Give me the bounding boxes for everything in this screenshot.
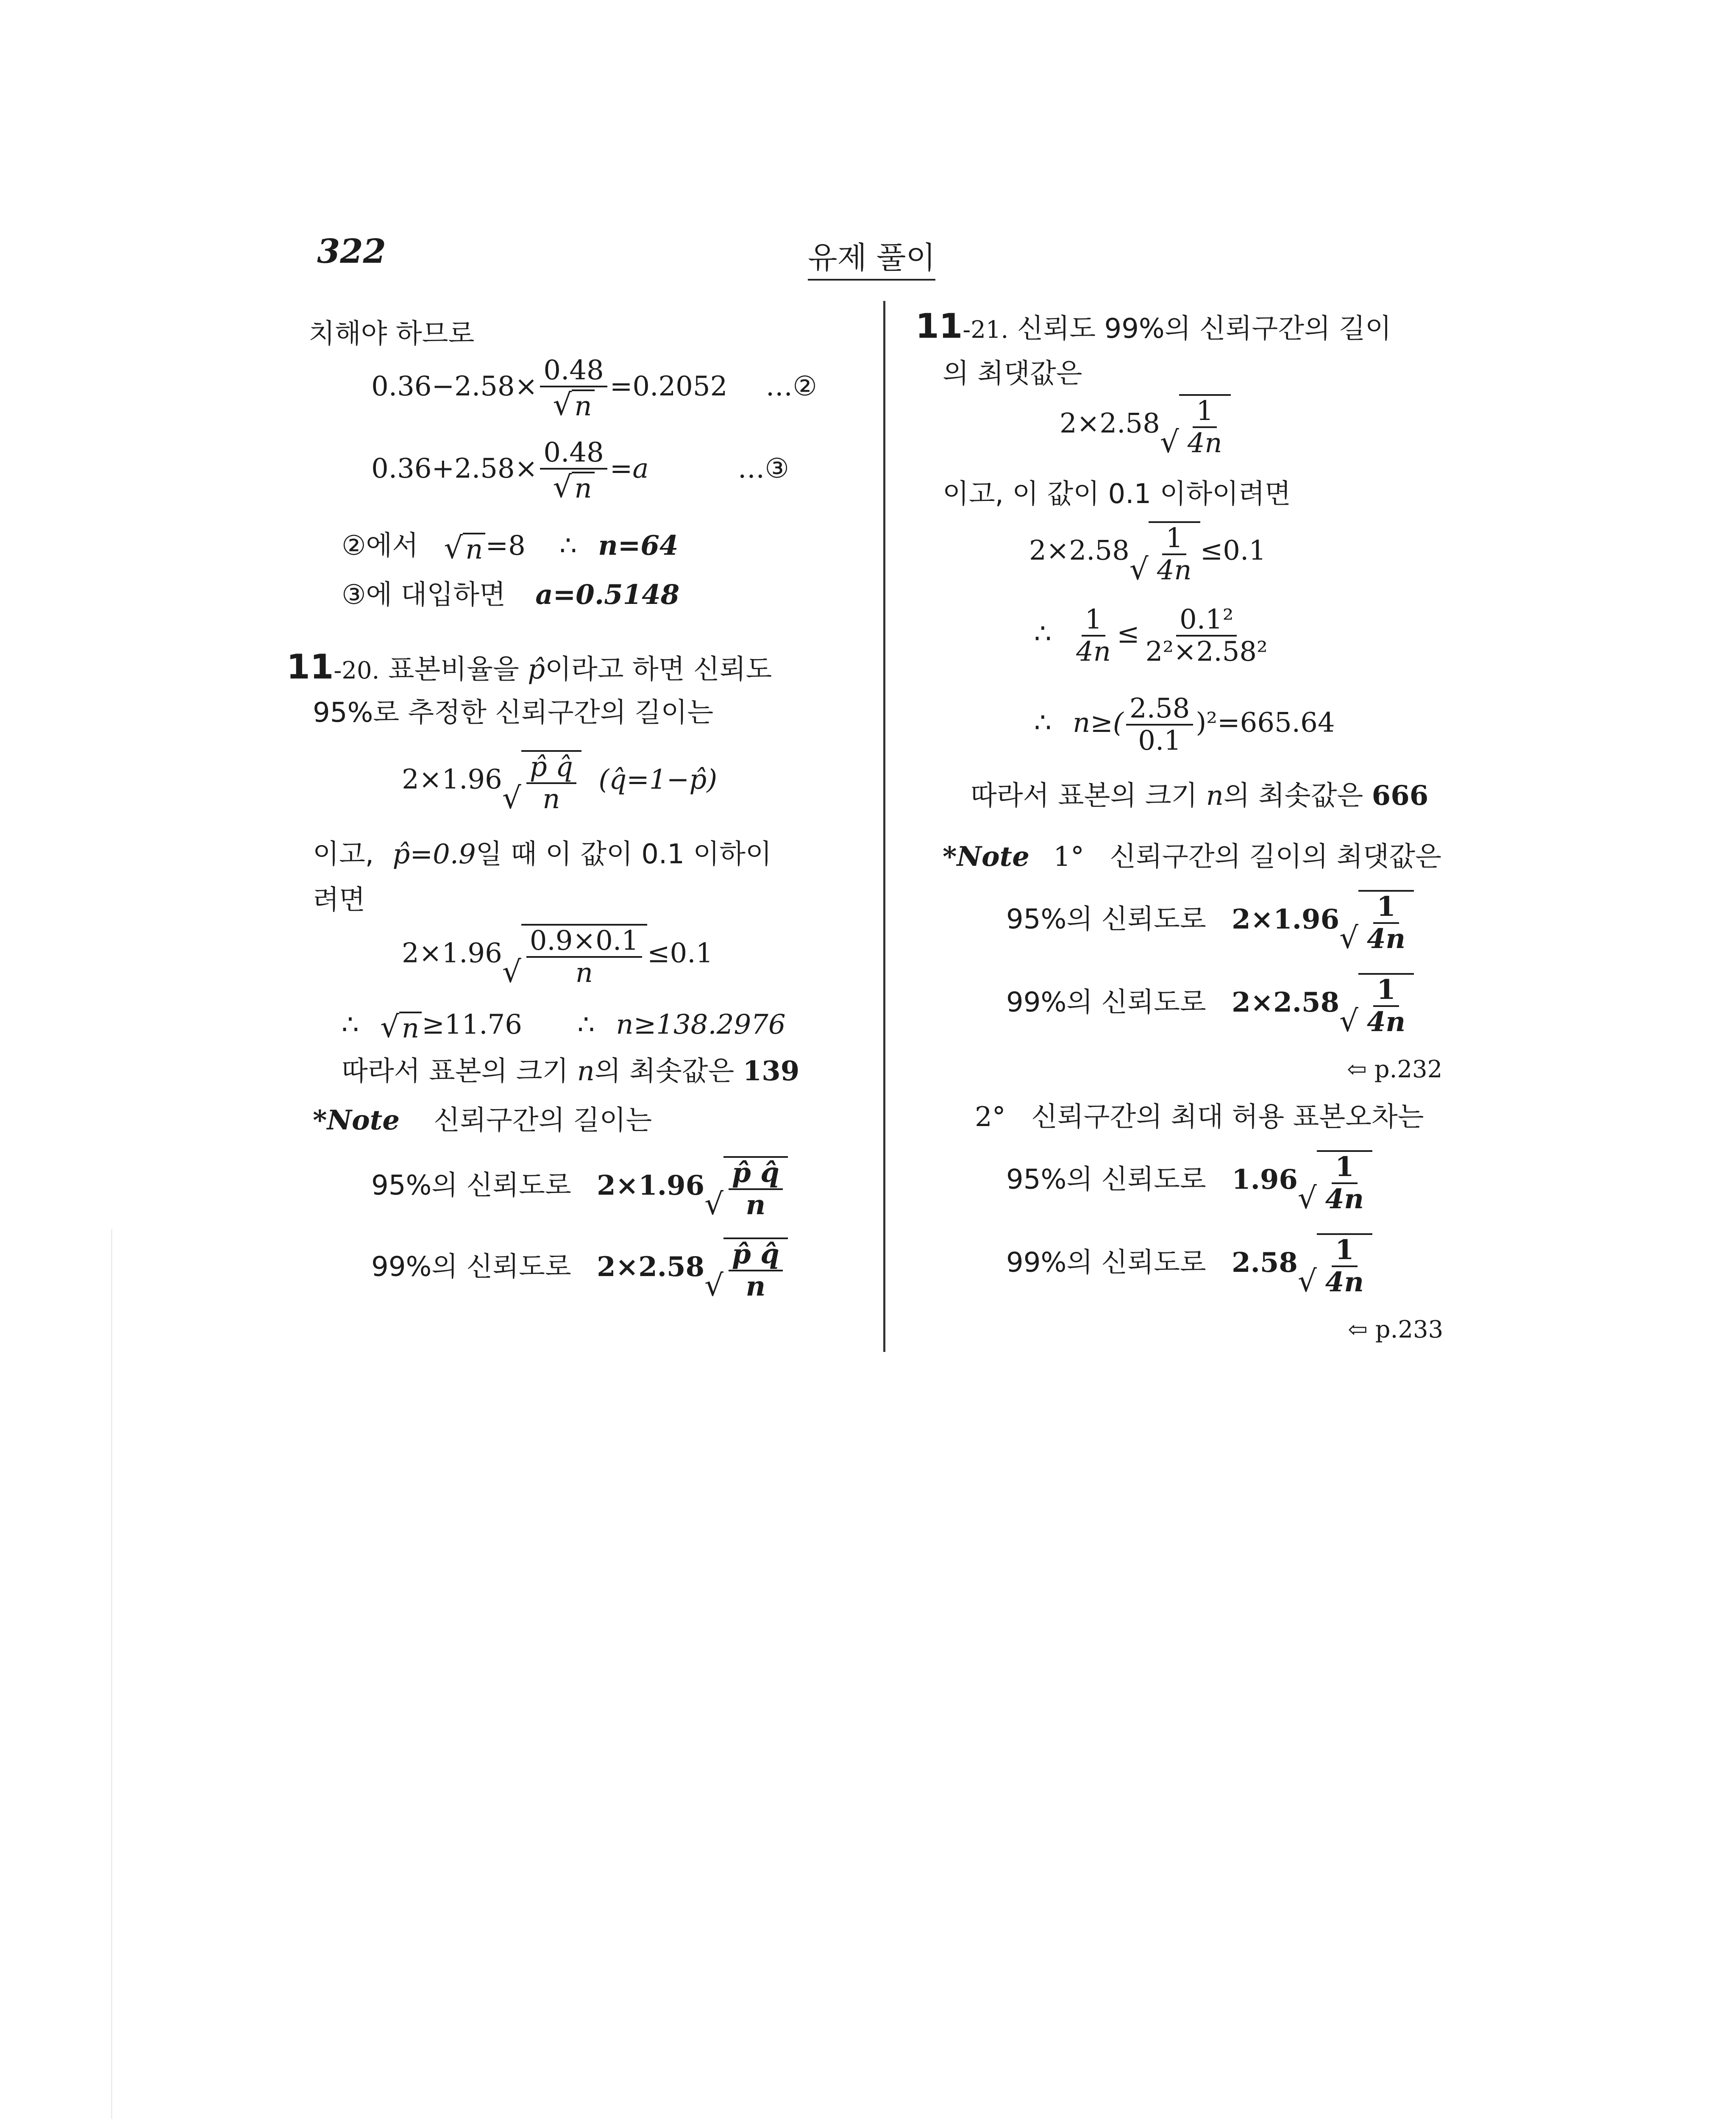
page-reference: ⇦ p.232 [1347,1056,1443,1083]
eq-text: 2×1.96 [402,937,502,969]
note-95-max [1006,890,1414,953]
denominator: n [746,1189,766,1221]
fraction [1184,395,1226,459]
radical: √ $\frac{1}{4n}$ [1160,394,1231,457]
radicand: n [572,472,594,502]
text: 99%의 신뢰도로 [371,1251,571,1283]
text: 신뢰도 99%의 신뢰구간의 길이 [1017,313,1392,345]
radicand: n [399,1012,422,1042]
radical: √ $\frac{1}{4n}$ [1339,890,1414,953]
eq-text: 0.36−2.58× [371,370,538,402]
fraction [1073,606,1114,665]
eq-text: 2×1.96 [402,764,502,795]
fraction [1363,976,1409,1036]
eq-a [371,437,789,505]
numerator: 1 [1332,1154,1358,1184]
result: n=64 [598,530,679,562]
note-1-heading [943,841,1441,873]
fraction [1126,695,1194,754]
numerator: p̂ q̂ [526,754,576,784]
numerator: p̂ q̂ [729,1160,783,1190]
radicand: n [572,389,594,420]
numerator: 1 [1193,398,1217,428]
result: a=0.5148 [535,579,680,611]
text-line: 이고, 이 값이 0.1 이하이려면 [943,478,1291,510]
numerator: p̂ q̂ [729,1241,783,1271]
therefore-symbol: ∴ [342,1009,359,1040]
inequality-fractions [1034,606,1274,665]
radical: √ $\frac{0.9\times 0.1}{n}$ [502,924,647,987]
text: 95%의 신뢰도로 [1006,904,1206,935]
text: 표본비율을 [388,654,519,685]
radical: √ $\frac{p̂ q̂}{n}$ [704,1156,788,1219]
denominator: 4n [1366,923,1406,955]
text-line: 려면 [313,884,365,916]
numerator: 2.58 [1126,695,1194,726]
fraction [1322,1151,1367,1215]
denominator: 2²×2.58² [1145,636,1268,667]
denominator: 4n [1366,1006,1406,1038]
text: 에 대입하면 [366,579,506,611]
note-95-error [1006,1150,1372,1213]
page-reference: ⇦ p.233 [1348,1316,1444,1343]
eq-text: 2×2.58 [1232,986,1340,1018]
problem-number: 11 [915,306,963,346]
result-a [342,581,679,609]
interval-length-formula [402,750,717,813]
result-n64 [342,530,679,566]
note-label: *Note [313,1104,400,1136]
radical: √ n [444,533,485,563]
eq-text: 2×2.58 [597,1251,705,1283]
text: 95%의 신뢰도로 [371,1170,571,1201]
numerator: 0.1² [1176,606,1237,637]
numerator: 0.48 [540,357,607,387]
eq-text: )²=665.64 [1196,707,1335,739]
eq-text: 2×2.58 [1029,535,1130,567]
text: 99%의 신뢰도로 [1006,987,1206,1018]
max-length-formula [1060,394,1231,457]
denominator: 4n [1076,636,1111,667]
eq-text: ≤ [1117,618,1140,650]
problem-number: 11 [287,647,334,687]
note-99-max [1006,973,1414,1036]
n-bound [1034,695,1335,754]
equation-tag: …③ [737,453,789,484]
note-2-heading [975,1101,1424,1133]
eq-text: 2×1.96 [1232,903,1340,935]
text: 95%의 신뢰도로 [1006,1164,1206,1196]
text: 따라서 표본의 크기 [971,780,1198,812]
problem-subnumber: -20. [334,657,380,684]
page-number: 322 [317,232,386,271]
eq-text: =a [609,453,649,484]
column-divider [883,301,885,1352]
fraction [729,1238,783,1302]
text-line: 의 최댓값은 [943,358,1082,389]
eq-text: n≥( [1073,707,1124,739]
text: 이고, [313,839,374,870]
denominator: n [575,957,593,989]
note-99 [371,1237,788,1303]
result-line [342,1009,786,1045]
chapter-title: 유제 풀이 [808,233,935,281]
denominator: 4n [1187,428,1222,459]
text: 신뢰구간의 길이는 [434,1105,652,1136]
denominator [549,470,598,505]
numerator: 1 [1162,525,1186,555]
scan-edge [111,1229,112,2119]
eq-text: ≤0.1 [1200,535,1266,567]
therefore-symbol: ∴ [1034,618,1052,650]
radical: √ n [553,472,594,502]
radical: √ $\frac{p̂ q̂}{n}$ [502,750,581,813]
numerator: 0.48 [540,439,607,470]
eq-text: ≤0.1 [647,937,713,969]
conclusion [342,1055,800,1087]
therefore-symbol: ∴ [577,1009,595,1040]
conclusion [971,780,1429,812]
radical: √ n [380,1012,422,1042]
variable: n [577,1056,595,1087]
denominator: n [746,1271,766,1302]
denominator: 4n [1325,1183,1364,1215]
text: 이라고 하면 신뢰도 [545,654,772,685]
therefore-symbol: ∴ [1034,707,1052,739]
radical: √ $\frac{1}{4n}$ [1298,1233,1372,1296]
fraction [540,437,607,505]
eq-text: (q̂=1−p̂) [598,764,718,795]
text: 의 최솟값은 [594,1056,734,1087]
text: =8 [485,530,526,562]
item-number: 1° [1053,841,1084,873]
numerator: 1 [1373,976,1399,1007]
answer: 666 [1372,780,1429,812]
radical: √ $\frac{1}{4n}$ [1298,1150,1372,1213]
note-label: *Note [943,841,1029,873]
note-99-error [1006,1233,1372,1299]
item-number: 2° [975,1101,1006,1133]
text: 99%의 신뢰도로 [1006,1247,1206,1279]
eq-text: =0.2052 [609,370,728,402]
left-line-1: 치해야 하므로 [309,318,475,350]
fraction [729,1157,783,1221]
text: n≥138.2976 [616,1009,786,1040]
numerator: 1 [1082,606,1106,637]
note-95 [371,1156,788,1219]
problem-11-21-heading [915,306,1392,346]
denominator [549,387,598,423]
note-heading [313,1104,652,1136]
eq-text: 2×1.96 [597,1169,705,1201]
circle-mark: ③ [342,579,366,611]
therefore-symbol: ∴ [559,530,577,562]
denominator: 4n [1157,555,1192,586]
text: 의 최솟값은 [1223,780,1363,812]
text: ≥11.76 [422,1009,522,1040]
fraction [1154,525,1195,584]
fraction [526,927,642,987]
problem-subnumber: -21. [963,316,1009,344]
inequality [1029,521,1266,587]
numerator: 0.9×0.1 [526,927,642,958]
radical: √ $\frac{1}{4n}$ [1130,521,1200,584]
eq-text: 2×2.58 [1060,408,1160,439]
text: p̂=0.9 [392,839,476,870]
fraction [1363,893,1409,953]
denominator: 0.1 [1138,725,1182,756]
fraction [526,751,576,815]
fraction [1142,606,1271,665]
p-hat: p̂ [528,654,545,685]
fraction [1322,1234,1367,1298]
equation-tag: …② [765,370,817,402]
numerator: 1 [1332,1237,1358,1267]
circle-mark: ② [342,530,366,562]
variable: n [1206,780,1224,812]
text-line: 95%로 추정한 신뢰구간의 길이는 [313,697,714,729]
denominator: 4n [1325,1266,1364,1298]
text: 신뢰구간의 최대 허용 표본오차는 [1031,1101,1424,1133]
numerator: 1 [1373,893,1399,924]
fraction [540,355,607,423]
eq-2052 [371,355,817,423]
answer: 139 [743,1055,800,1087]
denominator: n [542,784,560,815]
eq-text: 1.96 [1232,1163,1298,1196]
text-line [313,841,772,868]
text: 에서 [366,530,419,562]
radical: √ $\frac{1}{4n}$ [1339,973,1414,1036]
radical: √ $\frac{p̂ q̂}{n}$ [704,1237,788,1300]
inequality [402,924,713,987]
text: 일 때 이 값이 0.1 이하이 [476,839,772,870]
text: 신뢰구간의 길이의 최댓값은 [1110,841,1441,873]
text: 따라서 표본의 크기 [342,1056,569,1087]
problem-11-20-heading [287,647,772,687]
eq-text: 2.58 [1232,1246,1298,1279]
radical: √ n [553,389,594,420]
eq-text: 0.36+2.58× [371,453,538,484]
radicand: n [463,533,485,563]
